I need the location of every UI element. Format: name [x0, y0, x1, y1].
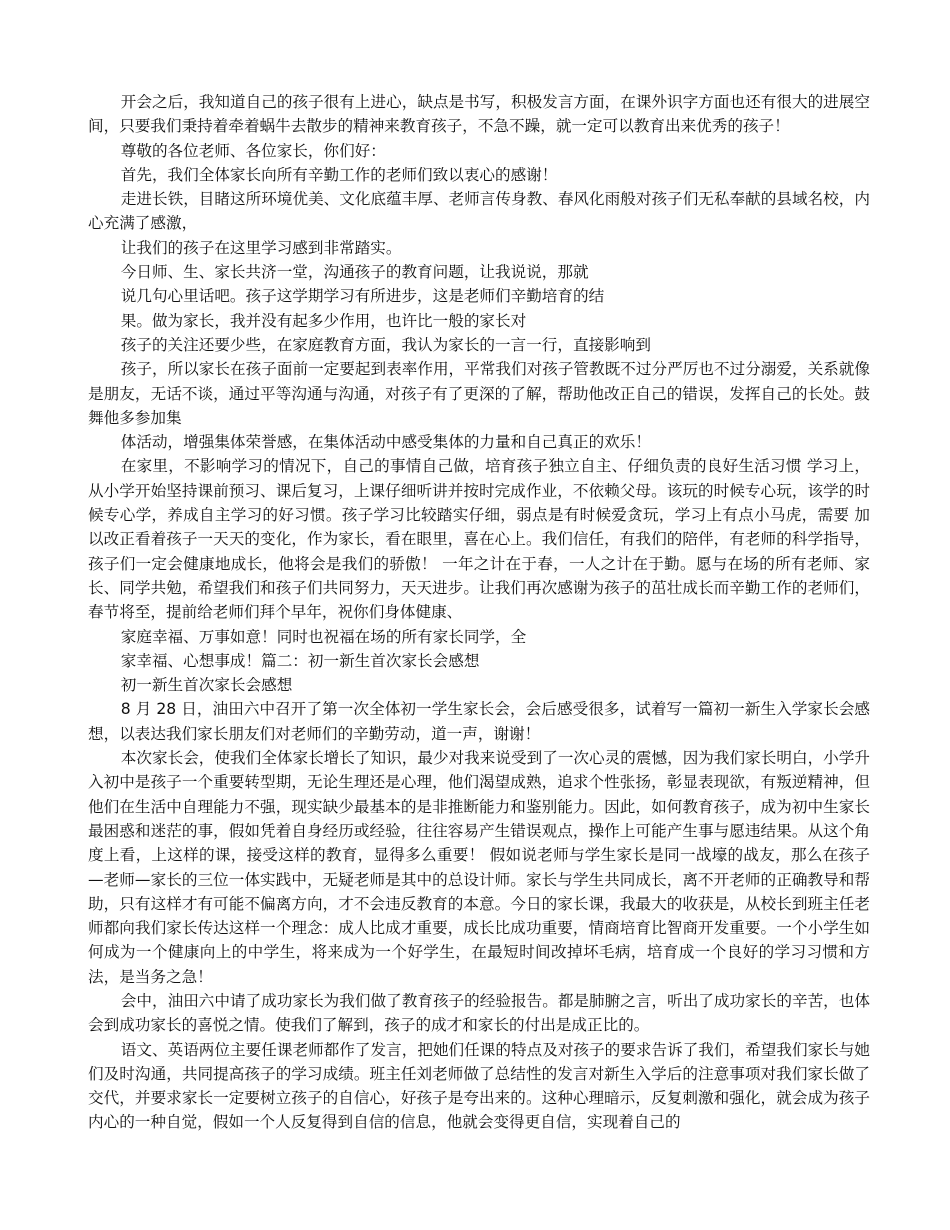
paragraph: 尊敬的各位老师、各位家长，你们好： [120, 141, 386, 160]
paragraph: 让我们的孩子在这里学习感到非常踏实。 [120, 238, 402, 257]
paragraph: 开会之后，我知道自己的孩子很有上进心，缺点是书写，积极发言方面，在课外识字方面也还有很大的进展空间，只要我们秉持着牵着蜗牛去散步的精神来教育孩子，不急不躁，就一定可以教育出来优秀的孩子！ [88, 93, 870, 136]
paragraph: 果。做为家长，我并没有起多少作用，也许比一般的家长对 [120, 311, 527, 330]
paragraph: 孩子，所以家长在孩子面前一定要起到表率作用，平常我们对孩子管教既不过分严厉也不过分溺爱，关系就像是朋友，无话不谈，通过平等沟通与沟通，对孩子有了更深的了解，帮助他改正自己的错误，发挥自己的长处。鼓舞他多参加集 [88, 360, 870, 427]
paragraph: 今日师、生、家长共济一堂，沟通孩子的教育问题，让我说说，那就 [120, 263, 589, 282]
paragraph: 语文、英语两位主要任课老师都作了发言，把她们任课的特点及对孩子的要求告诉了我们，希望我们家长与她们及时沟通，共同提高孩子的学习成绩。班主任刘老师做了总结性的发言对新生入学后的注意事项对我们家长做了交代，并要求家长一定要树立孩子的自信心，好孩子是夸出来的。这种心理暗示，反复刺激和强化，就会成为孩子内心的一种自觉，假如一个人反复得到自信的信息，他就会变得更自信，实现着自己的 [88, 1040, 870, 1132]
paragraph: 首先，我们全体家长向所有辛勤工作的老师们致以衷心的感谢！ [120, 165, 558, 184]
paragraph: 会中，油田六中请了成功家长为我们做了教育孩子的经验报告。都是肺腑之言，听出了成功家长的辛苦，也体会到成功家长的喜悦之情。使我们了解到，孩子的成才和家长的付出是成正比的。 [88, 991, 870, 1035]
paragraph: 家幸福、心想事成！篇二：初一新生首次家长会感想 [120, 651, 480, 670]
section-heading: 初一新生首次家长会感想 [120, 676, 293, 695]
paragraph: 家庭幸福、万事如意！同时也祝福在场的所有家长同学，全 [120, 627, 527, 646]
paragraph: 体活动，增强集体荣誉感，在集体活动中感受集体的力量和自己真正的欢乐！ [120, 433, 651, 452]
paragraph: 8 月 28 日，油田六中召开了第一次全体初一学生家长会，会后感受很多，试着写一篇初一新生入学家长会感想，以表达我们家长朋友们对老师们的辛勤劳动，道一声，谢谢！ [88, 700, 870, 743]
paragraph: 孩子的关注还要少些，在家庭教育方面，我认为家长的一言一行，直接影响到 [120, 335, 651, 354]
paragraph: 在家里，不影响学习的情况下，自己的事情自己做，培育孩子独立自主、仔细负责的良好生活习惯 学习上，从小学开始坚持课前预习、课后复习，上课仔细听讲并按时完成作业，不依赖父母。该玩的时候专心玩，该学的时候专心学，养成自主学习的好习惯。孩子学习比较踏实仔细，弱点是有时候爱贪玩，学习上有点小马虎，需要 加以改正看着孩子一天天的变化，作为家长，看在眼里，喜在心上。我们信任，有我们的陪伴，有老师的科学指导，孩子们一定会健康地成长，他将会是我们的骄傲！ 一年之计在于春，一人之计在于勤。愿与在场的所有老师、家长、同学共勉，希望我们和孩子们共同努力，天天进步。让我们再次感谢为孩子的茁壮成长而辛勤工作的老师们，春节将至，提前给老师们拜个早年，祝你们身体健康、 [88, 457, 870, 622]
document-body [88, 90, 870, 1135]
paragraph: 走进长铁，目睹这所环境优美、文化底蕴丰厚、老师言传身教、春风化雨般对孩子们无私奉献的县域名校，内心充满了感激， [88, 190, 870, 233]
paragraph: 本次家长会，使我们全体家长增长了知识，最少对我来说受到了一次心灵的震憾，因为我们家长明白，小学升入初中是孩子一个重要转型期，无论生理还是心理，他们渴望成熟，追求个性张扬，彰显表现欲，有叛逆精神，但他们在生活中自理能力不强，现实缺少最基本的是非推断能力和鉴别能力。因此，如何教育孩子，成为初中生家长最困惑和迷茫的事，假如凭着自身经历或经验，往往容易产生错误观点，操作上可能产生事与愿违结果。从这个角度上看，上这样的课，接受这样的教育，显得多么重要！ 假如说老师与学生家长是同一战壕的战友，那么在孩子—老师—家长的三位一体实践中，无疑老师是其中的总设计师。家长与学生共同成长，离不开老师的正确教导和帮助，只有这样才有可能不偏离方向，才不会违反教育的本意。今日的家长课，我最大的收获是，从校长到班主任老师都向我们家长传达这样一个理念：成人比成才重要，成长比成功重要，情商培育比智商开发重要。一个小学生如何成为一个健康向上的中学生，将来成为一个好学生，在最短时间改掉坏毛病，培育成一个良好的学习习惯和方法，是当务之急！ [88, 749, 870, 986]
paragraph: 说几句心里话吧。孩子这学期学习有所进步，这是老师们辛勤培育的结 [120, 287, 605, 306]
